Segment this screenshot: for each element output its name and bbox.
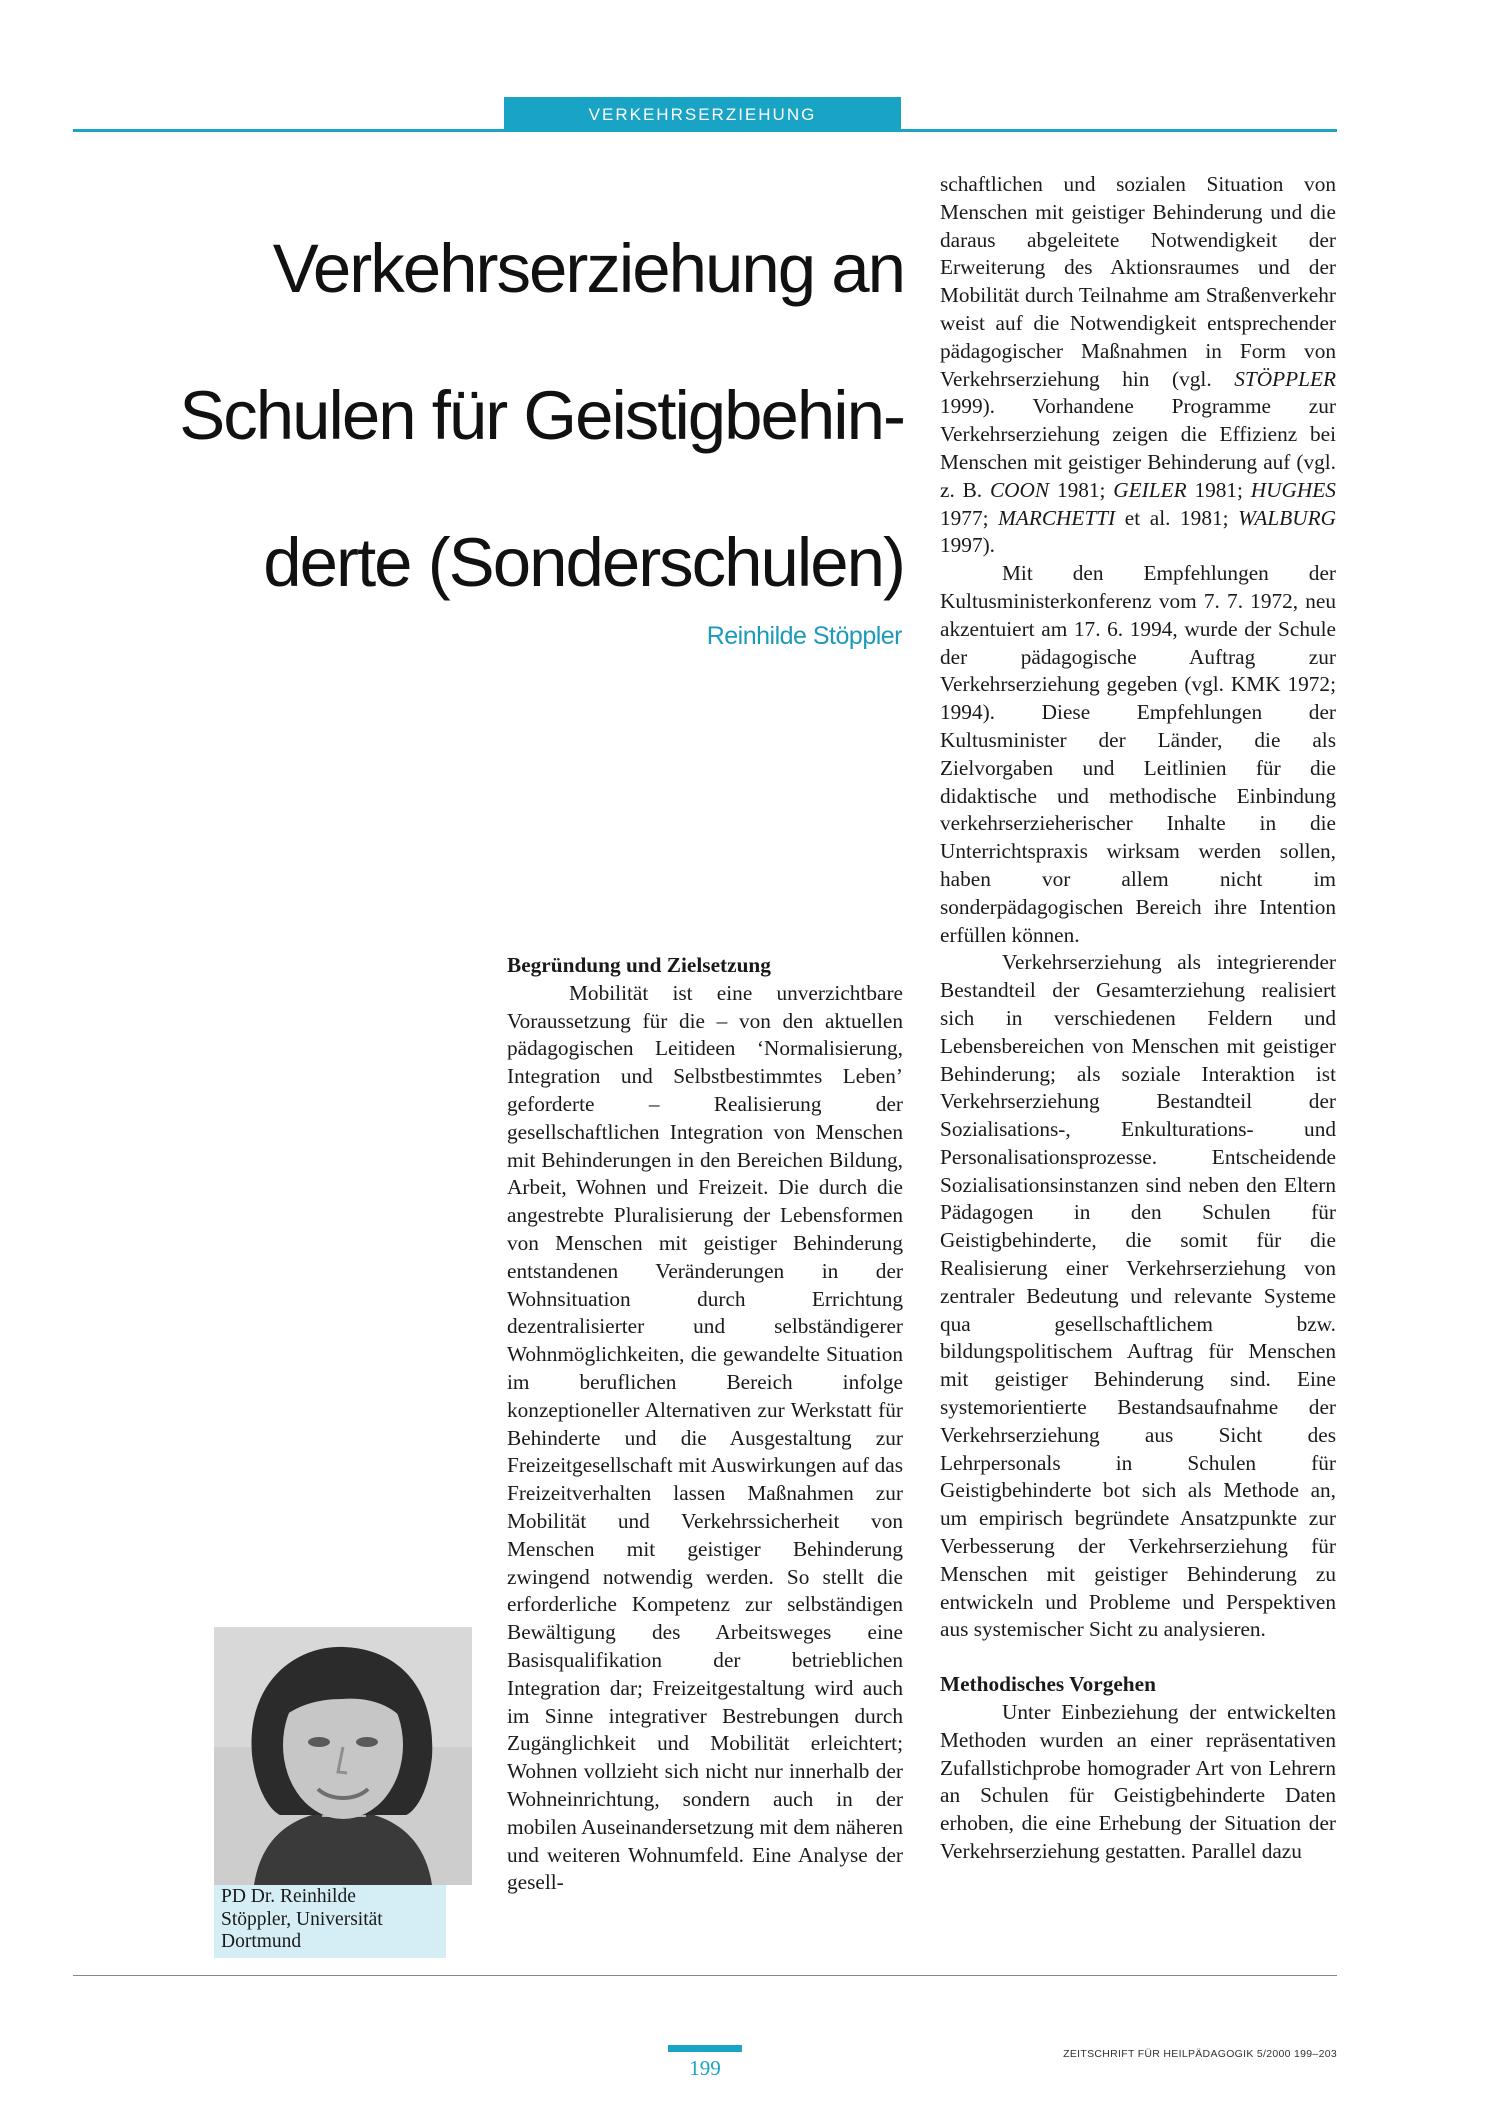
article-title (80, 195, 904, 636)
citation-author: MARCHETTI (998, 505, 1116, 530)
page-number: 199 (689, 2056, 721, 2080)
text-run: 1981; (1049, 477, 1114, 502)
middle-column (507, 952, 903, 1897)
photo-caption (221, 1886, 471, 1954)
text-run: schaftlichen und sozialen Situation von Menschen mit geistiger Behinderung und die daraus abgeleitete Notwendigkeit der Erweiterung des Aktionsraumes und der Mobilität durch Teilnahme am Straßenverkehr weist auf die Notwendigkeit entsprechender pädagogischer Maßnahmen in Form von Verkehrserziehung hin (vgl. (940, 172, 1336, 391)
section-label: VERKEHRSERZIEHUNG (588, 105, 817, 124)
text-run: 1977; (940, 505, 999, 530)
body-paragraph: Verkehrserziehung als integrierender Bestandteil der Gesamterziehung realisiert sich in verschiedenen Feldern und Lebensbereichen von Menschen mit geistiger Behinderung; als soziale Interaktion ist Verkehrserziehung Bestandteil der Sozialisations-, Enkulturations- und Personalisationsprozesse. Entscheidende Sozialisationsinstanzen sind neben den Eltern Pädagogen in den Schulen für Geistigbehinderte, die somit für die Realisierung einer Verkehrserziehung von zentraler Bedeutung und relevante Systeme qua gesellschaftlichem bzw. bildungspolitischem Auftrag für Menschen mit geistiger Behinderung sind. Eine systemorientierte Bestandsaufnahme der Verkehrserziehung aus Sicht des Lehrpersonals in Schulen für Geistigbehinderte bot sich als Methode an, um empirisch begründete Ansatzpunkte zur Verbesserung der Verkehrserziehung für Menschen mit geistiger Behinderung zu entwickeln und Probleme und Perspektiven aus systemischer Sicht zu analysieren. (940, 950, 1336, 1642)
journal-reference: ZEITSCHRIFT FÜR HEILPÄDAGOGIK 5/2000 199–203 (1063, 2048, 1337, 2060)
text-run: 1981; (1186, 477, 1251, 502)
section-tab (504, 97, 901, 130)
citation-author: WALBURG (1238, 505, 1336, 530)
citation-author: GEILER (1113, 477, 1187, 502)
caption-line: Stöppler, Universität (221, 1908, 383, 1930)
text-run: 1997). (940, 533, 996, 558)
section-heading-methodisches-vorgehen: Methodisches Vorgehen (940, 1672, 1156, 1697)
portrait-image (214, 1627, 472, 1885)
title-line-2: Schulen für Geistigbehin- (179, 377, 904, 454)
body-paragraph: Mobilität ist eine unverzichtbare Voraussetzung für die – von den aktuellen pädagogischen Leitideen ‘Normalisierung, Integration und Selbstbestimmtes Leben’ geforderte – Realisierung der gesellschaftlichen Integration von Menschen mit Behinderungen in den Bereichen Bildung, Arbeit, Wohnen und Freizeit. Die durch die angestrebte Pluralisierung der Lebensformen von Menschen mit geistiger Behinderung entstandenen Veränderungen in der Wohnsituation durch Errichtung dezentralisierter und selbständigerer Wohnmöglichkeiten, die gewandelte Situation im beruflichen Bereich infolge konzeptioneller Alternativen zur Werkstatt für Behinderte und die Ausgestaltung zur Freizeitgesellschaft mit Auswirkungen auf das Freizeitverhalten lassen Maßnahmen zur Mobilität und Verkehrssicherheit von Menschen mit geistiger Behinderung zwingend notwendig werden. So stellt die erforderliche Kompetenz zur selbständigen Bewältigung des Arbeitsweges eine Basisqualifikation der betrieblichen Integration dar; Freizeitgestaltung wird auch im Sinne integrativer Bestrebungen durch Zugänglichkeit und Mobilität erleichtert; Wohnen vollzieht sich nicht nur innerhalb der Wohneinrichtung, sondern auch in der mobilen Auseinandersetzung mit dem näheren und weiteren Wohnumfeld. Eine Analyse der gesell- (507, 980, 903, 1895)
article-author: Reinhilde Stöppler (706, 622, 902, 650)
text-run: et al. 1981; (1115, 505, 1239, 530)
footer-rule (73, 1975, 1337, 1976)
body-paragraph: Unter Einbeziehung der entwickelten Methoden wurden an einer repräsentativen Zufallstichprobe homograder Art von Lehrern an Schulen für Geistigbehinderte Daten erhoben, die eine Erhebung der Situation der Verkehrserziehung gestatten. Parallel dazu (940, 1700, 1336, 1864)
text-run: 1999). Vorhandene Programme zur Verkehrserziehung zeigen die Effizienz bei Menschen mit geistiger Behinderung auf (vgl. z. B. (940, 394, 1336, 502)
page-number-tab (668, 2045, 742, 2052)
caption-line: PD Dr. Reinhilde (221, 1886, 356, 1907)
body-paragraph (940, 171, 1336, 560)
citation-author: COON (989, 477, 1050, 502)
caption-line: Dortmund (221, 1931, 302, 1952)
header-rule (73, 129, 1337, 132)
title-line-1: Verkehrserziehung an (272, 230, 904, 307)
body-paragraph: Mit den Empfehlungen der Kultusministerkonferenz vom 7. 7. 1972, neu akzentuiert am 17. 6. 1994, wurde der Schule der pädagogische Auftrag zur Verkehrserziehung gegeben (vgl. KMK 1972; 1994). Diese Empfehlungen der Kultusminister der Länder, die als Zielvorgaben und Leitlinien für die didaktische und methodische Einbindung verkehrserzieherischer Inhalte in die Unterrichtspraxis wirksam werden sollen, haben vor allem nicht im sonderpädagogischen Bereich ihre Intention erfüllen können. (940, 561, 1336, 947)
right-column (940, 171, 1336, 1866)
author-photo (214, 1627, 472, 1885)
citation-author: STÖPPLER (1234, 366, 1336, 391)
title-line-3: derte (Sonderschulen) (263, 524, 904, 601)
citation-author: HUGHES (1250, 477, 1336, 502)
section-heading-begruendung: Begründung und Zielsetzung (507, 953, 771, 977)
paragraph-gap (940, 1644, 1336, 1671)
